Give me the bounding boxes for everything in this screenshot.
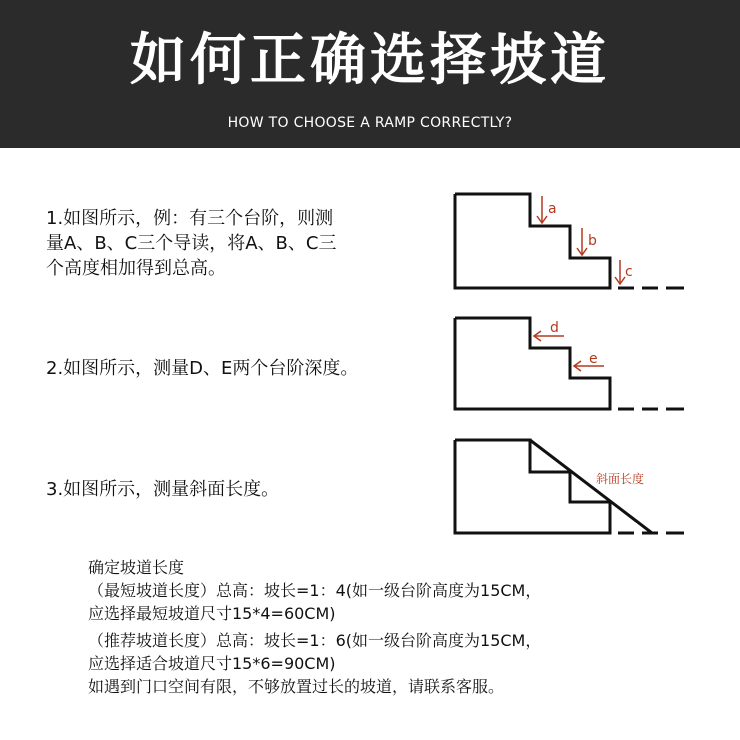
step-1-line-2: 量A、B、C三个导读，将A、B、C三 xyxy=(46,233,337,254)
step-2-line-1: 2.如图所示，测量D、E两个台阶深度。 xyxy=(46,358,359,379)
slope-length-label: 斜面长度 xyxy=(596,472,645,486)
recommended-ramp-line-1: （推荐坡道长度）总高：坡长=1：6(如一级台阶高度为15CM， xyxy=(88,631,542,650)
arrow-c-icon xyxy=(615,260,625,284)
label-b: b xyxy=(588,233,597,249)
step-3-line-1: 3.如图所示，测量斜面长度。 xyxy=(46,479,280,500)
step-1-line-1: 1.如图所示，例：有三个台阶，则测 xyxy=(46,208,334,229)
ramp-length-notes xyxy=(88,556,708,698)
stairs-outline xyxy=(455,194,610,288)
shortest-ramp-line-1: （最短坡道长度）总高：坡长=1：4(如一级台阶高度为15CM， xyxy=(88,581,542,600)
step-height-diagram xyxy=(440,186,700,298)
stairs-outline xyxy=(455,440,610,533)
arrow-d-icon xyxy=(534,331,564,341)
label-e: e xyxy=(589,351,598,367)
step-depth-diagram xyxy=(440,306,700,418)
step-1-line-3: 个高度相加得到总高。 xyxy=(46,258,226,279)
label-a: a xyxy=(548,201,557,217)
page-title: 如何正确选择坡道 xyxy=(130,28,610,93)
shortest-ramp-line-2: 应选择最短坡道尺寸15*4=60CM) xyxy=(88,604,336,623)
ramp-slope-line xyxy=(530,440,652,533)
recommended-ramp-line-2: 应选择适合坡道尺寸15*6=90CM) xyxy=(88,654,336,673)
label-c: c xyxy=(625,264,633,280)
slope-length-diagram xyxy=(440,430,700,542)
contact-service-note: 如遇到门口空间有限，不够放置过长的坡道，请联系客服。 xyxy=(88,677,505,696)
step-3-text xyxy=(46,477,446,502)
page-subtitle: HOW TO CHOOSE A RAMP CORRECTLY? xyxy=(227,115,513,131)
stairs-outline xyxy=(455,318,610,409)
step-2-text xyxy=(46,356,446,381)
header-banner xyxy=(0,0,740,148)
step-1-text xyxy=(46,206,426,281)
arrow-b-icon xyxy=(577,228,587,255)
label-d: d xyxy=(550,320,559,336)
notes-heading: 确定坡道长度 xyxy=(88,558,185,577)
arrow-a-icon xyxy=(537,196,547,223)
